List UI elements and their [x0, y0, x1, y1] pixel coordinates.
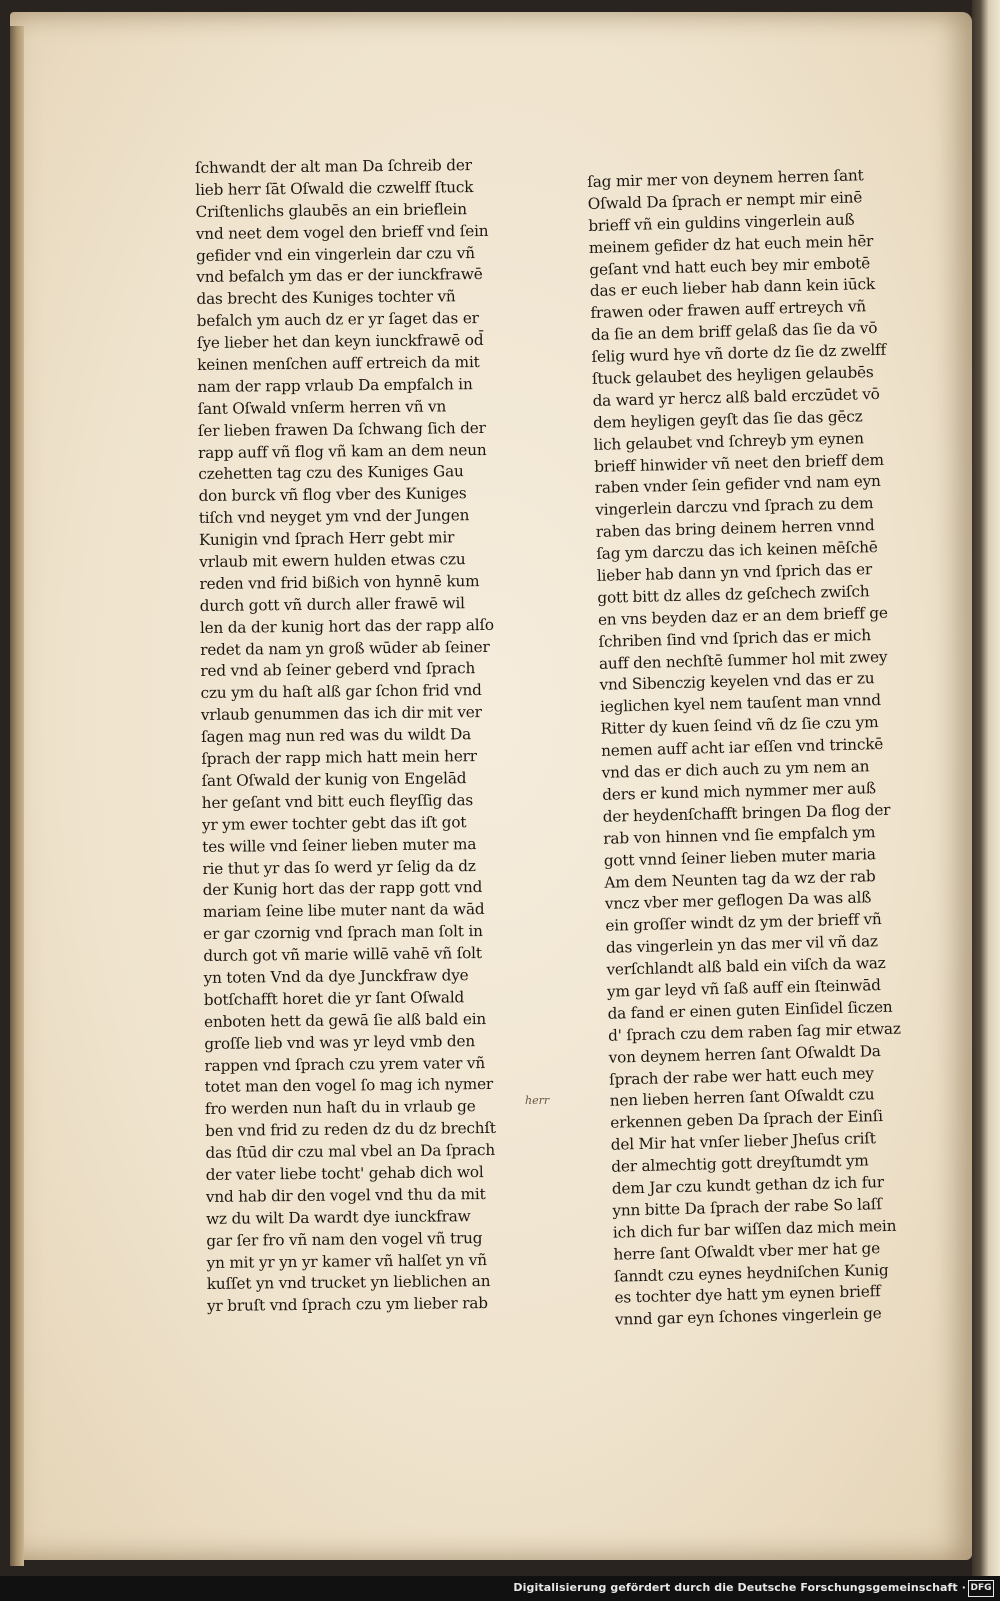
text-line: vingerlein darczu vnd ſprach zu dem	[595, 494, 874, 520]
text-line: czu ym du haſt alß gar ſchon frid vnd	[200, 681, 482, 703]
text-line: ſye lieber het dan keyn iunckfrawē od̄	[196, 331, 484, 353]
text-line: gott vnnd ſeiner lieben muter maria	[603, 844, 876, 870]
text-line: red vnd ab ſeiner geberd vnd ſprach	[200, 659, 476, 681]
text-line: Criſtenlichs glaubēs an ein brieflein	[195, 199, 467, 221]
text-line: len da der kunig hort das der rapp alſo	[199, 615, 494, 637]
text-line: redet da nam yn groß wūder ab ſeiner	[200, 637, 490, 659]
text-line: del Mir hat vnſer lieber Jheſus criſt	[610, 1129, 876, 1154]
adjacent-page-edge	[972, 0, 1000, 1576]
text-line: vncz vber mer geflogen Da was alß	[604, 888, 872, 914]
text-line: ynn bitte Da ſprach der rabe So laſſ	[612, 1194, 882, 1220]
text-line: ben vnd frid zu reden dz du dz brechſt	[205, 1119, 496, 1141]
text-line: ym gar leyd vñ ſaß auff ein ſteinwād	[606, 976, 881, 1001]
text-line: dem Jar czu kundt gethan dz ich fur	[611, 1173, 885, 1198]
text-column-right	[587, 164, 945, 1332]
text-line: en vns beyden daz er an dem brieff ge	[597, 603, 888, 629]
text-line: meinem gefider dz hat euch mein hēr	[588, 231, 874, 257]
text-line: enboten hett da gewā ſie alß bald ein	[203, 1009, 487, 1031]
text-line: der almechtig gott dreyſtumdt ym	[611, 1151, 869, 1176]
text-line: nam der rapp vrlaub Da empfalch in	[197, 375, 473, 396]
text-line: Oſwald Da ſprach er nempt mir einē	[587, 188, 863, 213]
text-line: ſanndt czu eynes heydniſchen Kunig	[613, 1260, 889, 1286]
text-line: der Kunig hort das der rapp gott vnd	[202, 878, 483, 900]
text-line: vnd das er dich auch zu ym nem an	[601, 757, 870, 782]
text-line: vrlaub mit ewern hulden etwas czu	[199, 550, 466, 572]
text-line: der vater liebe tocht' gehab dich wol	[205, 1163, 484, 1184]
text-line: ſagen mag nun red was du wildt Da	[200, 725, 472, 747]
text-line: Ritter dy kuen ſeind vñ dz ſie czu ym	[600, 713, 879, 739]
text-line: wz du wilt Da wardt dye iunckfraw	[206, 1206, 471, 1228]
dfg-logo: DFG	[968, 1580, 994, 1597]
text-column-left	[195, 155, 537, 1319]
text-line: es tochter dye hatt ym eynen brieff	[614, 1282, 881, 1308]
text-line: das er euch lieber hab dann kein iūck	[589, 275, 876, 301]
text-line: dem heyligen geyſt das ſie das gēcz	[592, 407, 863, 432]
text-line: auff den nechſtē ſummer hol mit zwey	[598, 647, 888, 673]
text-line: vnd hab dir den vogel vnd thu da mit	[205, 1184, 486, 1206]
text-line: lieber hab dann yn vnd ſprich das er	[596, 560, 873, 585]
text-line: ich dich fur bar wiſſen daz mich mein	[612, 1216, 897, 1242]
text-line: don burck vñ flog vber des Kuniges	[198, 484, 467, 506]
text-line: vnd neet dem vogel den brieff vnd ſein	[195, 221, 489, 243]
text-line: durch got vñ marie willē vahē vñ ſolt	[203, 944, 482, 966]
text-line: ſprach der rapp mich hatt mein herr	[201, 747, 477, 769]
text-line: fro werden nun haſt du in vrlaub ge	[204, 1097, 476, 1119]
footer-bar	[0, 1576, 1000, 1601]
text-line: geſant vnd hatt euch bey mir embotē	[589, 253, 871, 279]
text-line: ſchriben ſind vnd ſprich das er mich	[598, 625, 872, 651]
text-line: das brecht des Kuniges tochter vñ	[196, 287, 456, 309]
text-line: gefider vnd ein vingerlein dar czu vñ	[195, 243, 475, 265]
text-line: brieff hinwider vñ neet den brieff dem	[593, 450, 885, 476]
text-line: nemen auff acht iar eſſen vnd trinckē	[600, 735, 884, 760]
text-line: czehetten tag czu des Kuniges Gau	[198, 462, 464, 484]
text-line: rapp auff vñ flog vñ kam an dem neun	[197, 440, 487, 462]
text-line: lich gelaubet vnd ſchreyb ym eynen	[593, 429, 864, 454]
text-line: kuſſet yn vnd trucket yn lieblichen an	[206, 1272, 491, 1294]
text-line: vnd Sibenczig keyelen vnd das er zu	[599, 669, 875, 695]
text-line: totet man den vogel ſo mag ich nymer	[204, 1075, 494, 1097]
text-line: das ſtūd dir czu mal vbel an Da ſprach	[205, 1140, 496, 1163]
text-line: von deynem herren ſant Oſwaldt Da	[608, 1041, 881, 1067]
text-line: reden vnd frid bißich von hynnē kum	[199, 571, 480, 593]
text-line: ſtuck gelaubet des heyligen gelaubēs	[591, 363, 874, 388]
page-edge	[10, 26, 24, 1566]
text-line: vnd befalch ym das er der iunckfrawē	[196, 265, 483, 287]
text-line: ſprach der rabe wer hatt euch mey	[608, 1063, 874, 1089]
text-line: yr ym ewer tochter gebt das iſt got	[201, 812, 467, 834]
text-line: her geſant vnd bitt euch fleyſſig das	[201, 790, 474, 812]
text-line: verſchlandt alß bald ein viſch da waz	[606, 954, 886, 979]
text-line: yr bruſt vnd ſprach czu ym lieber rab	[206, 1294, 488, 1316]
text-line: herre ſant Oſwaldt vber mer hat ge	[613, 1238, 881, 1264]
text-line: er gar czornig vnd ſprach man ſolt in	[203, 922, 483, 944]
text-line: ſchwandt der alt man Da ſchreib der	[195, 156, 472, 177]
text-line: frawen oder frawen auff ertreych vñ	[590, 297, 867, 323]
text-line: ſag ym darczu das ich keinen mēſchē	[596, 538, 878, 564]
text-line: d' ſprach czu dem raben ſag mir etwaz	[607, 1019, 901, 1045]
text-line: Am dem Neunten tag da wz der rab	[604, 866, 876, 892]
text-line: yn mit yr yn yr kamer vñ halſet yn vñ	[206, 1250, 487, 1272]
text-line: ders er kund mich nymmer mer auß	[601, 779, 877, 804]
text-line: ſant Oſwald der kunig von Engelād	[201, 769, 467, 790]
text-line: ſer lieben frawen Da ſchwang ſich der	[197, 418, 486, 440]
text-line: vnnd gar eyn ſchones vingerlein ge	[614, 1304, 882, 1329]
text-line: ſant Oſwald vnſerm herren vñ vn	[197, 397, 447, 418]
text-line: mariam ſeine libe muter nant da wād	[202, 900, 485, 922]
text-line: gar ſer fro vñ nam den vogel vñ trug	[206, 1228, 483, 1250]
text-line: yn toten Vnd da dye Junckfraw dye	[203, 966, 469, 987]
text-line: der heydenſchafft bringen Da flog der	[602, 800, 891, 826]
text-line: ſelig wurd hye vñ dorte dz ſie dz zwelff	[591, 340, 887, 367]
text-line: groſſe lieb vnd was yr leyd vmb den	[204, 1031, 476, 1053]
text-line: Kunigin vnd ſprach Herr gebt mir	[198, 528, 455, 550]
text-line: botſchafft horet die yr ſant Oſwald	[203, 988, 465, 1009]
text-line: raben vnder ſein gefider vnd nam eyn	[594, 472, 881, 498]
text-line: da ſie an dem briff gelaß das ſie da vō	[590, 319, 878, 345]
text-line: tes wille vnd ſeiner lieben muter ma	[202, 834, 477, 856]
text-line: rie thut yr das ſo werd yr ſelig da dz	[202, 856, 476, 878]
marginal-note: herr	[525, 1094, 550, 1107]
text-line: gott bitt dz alles dz geſchech zwiſch	[597, 582, 870, 607]
text-line: durch gott vñ durch aller frawē wil	[199, 594, 465, 615]
funding-credit: Digitalisierung gefördert durch die Deutsche Forschungsgemeinschaft ·	[513, 1581, 966, 1594]
text-line: das vingerlein yn das mer vil vñ daz	[605, 932, 878, 957]
text-line: ſag mir mer von deynem herren ſant	[587, 166, 864, 191]
text-line: ieglichen kyel nem tauſent man vnnd	[599, 691, 882, 717]
text-line: vrlaub genummen das ich dir mit ver	[200, 703, 482, 725]
text-line: lieb herr ſāt Oſwald die czwelff ſtuck	[195, 177, 474, 199]
text-line: da fand er einen guten Einſidel ſiczen	[607, 997, 893, 1023]
text-line: befalch ym auch dz er yr ſaget das er	[196, 309, 479, 331]
text-line: da ward yr hercz alß bald erczūdet vō	[592, 384, 880, 410]
text-line: keinen menſchen auff ertreich da mit	[197, 353, 480, 375]
text-line: ein groſſer windt dz ym der brieff vñ	[605, 910, 882, 936]
text-line: brieff vñ ein guldins vingerlein auß	[588, 210, 855, 235]
text-line: nen lieben herren ſant Oſwaldt czu	[609, 1085, 875, 1111]
text-line: erkennen geben Da ſprach der Einſi	[610, 1107, 884, 1133]
text-line: tiſch vnd neyget ym vnd der Jungen	[198, 506, 470, 528]
text-line: raben das bring deinem herren vnnd	[595, 516, 875, 542]
text-line: rab von hinnen vnd ſie empfalch ym	[603, 822, 876, 848]
text-line: rappen vnd ſprach czu yrem vater vñ	[204, 1053, 486, 1075]
